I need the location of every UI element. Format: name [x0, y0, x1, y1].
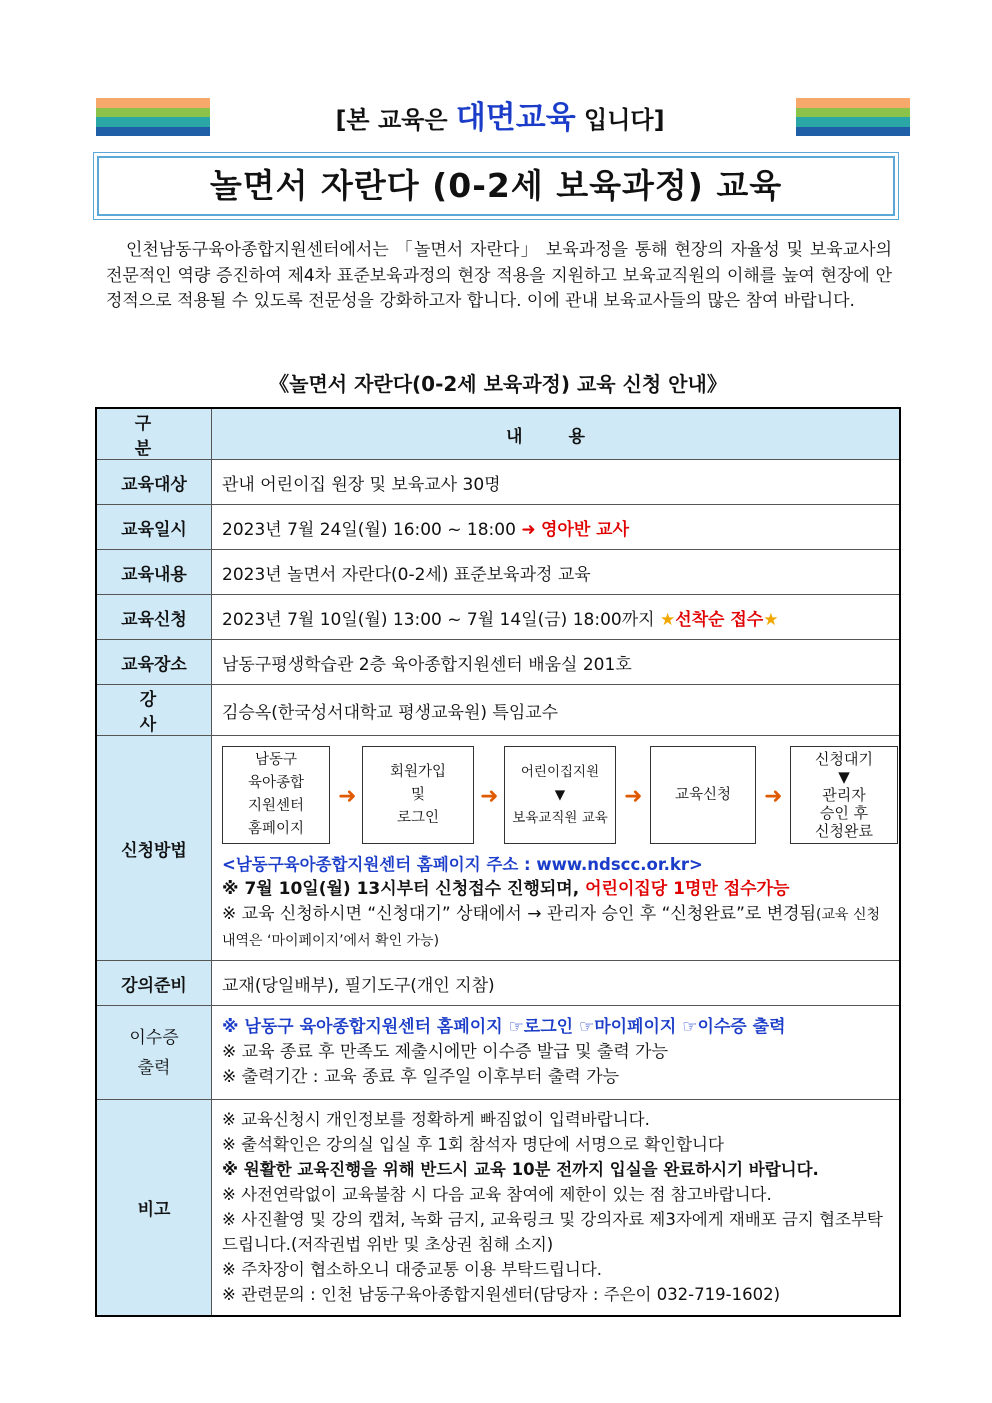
row-lecturer — [96, 685, 900, 736]
label-prep: 강의준비 — [96, 961, 212, 1006]
header-content: 내 용 — [212, 408, 901, 460]
arrow-icon: ➜ — [624, 784, 643, 809]
flow-step-signup: 회원가입 및 로그인 — [362, 746, 474, 844]
value-apply: 2023년 7월 10일(월) 13:00 ~ 7월 14일(금) 18:00까지 ★선착순 접수★ — [212, 595, 901, 640]
star-icon: ★ — [659, 609, 676, 630]
info-table — [95, 407, 901, 1317]
homepage-address: <남동구육아종합지원센터 홈페이지 주소 : www.ndscc.or.kr> — [222, 855, 703, 874]
flow-step-approval: 신청대기 ▼ 관리자 승인 후 신청완료 — [790, 746, 898, 844]
value-prep: 교재(당일배부), 필기도구(개인 지참) — [212, 961, 901, 1006]
section-subtitle: 《놀면서 자란다(0-2세 보육과정) 교육 신청 안내》 — [269, 372, 727, 396]
banner-highlight: 대면교육 — [455, 100, 576, 136]
label-remarks: 비고 — [96, 1100, 212, 1316]
row-certificate — [96, 1006, 900, 1100]
method-note-2: ※ 교육 신청하시면 “신청대기” 상태에서 → 관리자 승인 후 “신청완료”로 변경됨(교육 신청내역은 ‘마이페이지’에서 확인 가능) — [222, 904, 881, 949]
value-method — [212, 736, 901, 961]
page-title: 놀면서 자란다 (0-2세 보육과정) 교육 — [97, 156, 895, 216]
value-target: 관내 어린이집 원장 및 보육교사 30명 — [212, 460, 901, 505]
row-target — [96, 460, 900, 505]
label-certificate: 이수증 출력 — [96, 1006, 212, 1100]
datetime-note: 영아반 교사 — [540, 519, 630, 540]
value-remarks — [212, 1100, 901, 1316]
arrow-icon: ➜ — [338, 784, 357, 809]
value-certificate — [212, 1006, 901, 1100]
label-lecturer: 강 사 — [96, 685, 212, 736]
remark-item: ※ 관련문의 : 인천 남동구육아종합지원센터(담당자 : 주은이 032-719-1602) — [222, 1285, 781, 1305]
value-datetime: 2023년 7월 24일(월) 16:00 ~ 18:00 ➜ 영아반 교사 — [212, 505, 901, 550]
label-method: 신청방법 — [96, 736, 212, 961]
certificate-line-3: ※ 출력기간 : 교육 종료 후 일주일 이후부터 출력 가능 — [222, 1067, 620, 1087]
decorative-stripes-left — [96, 98, 210, 136]
label-apply: 교육신청 — [96, 595, 212, 640]
row-datetime — [96, 505, 900, 550]
remark-item: ※ 출석확인은 강의실 입실 후 1회 참석자 명단에 서명으로 확인합니다 — [222, 1135, 724, 1155]
remark-item: ※ 원활한 교육진행을 위해 반드시 교육 10분 전까지 입실을 완료하시기 바랍니다. — [222, 1160, 819, 1180]
remark-item: ※ 사진촬영 및 강의 캡쳐, 녹화 금지, 교육링크 및 강의자료 제3자에게 재배포 금지 협조부탁드립니다.(저작권법 위반 및 초상권 침해 소지) — [222, 1210, 883, 1255]
arrow-icon: ➜ — [521, 519, 536, 540]
row-apply — [96, 595, 900, 640]
title-box — [93, 152, 899, 220]
label-datetime: 교육일시 — [96, 505, 212, 550]
arrow-icon: ➜ — [764, 784, 783, 809]
label-target: 교육대상 — [96, 460, 212, 505]
method-note-1: ※ 7월 10일(월) 13시부터 신청접수 진행되며, 어린이집당 1명만 접수가능 — [222, 879, 790, 899]
row-prep — [96, 961, 900, 1006]
row-place — [96, 640, 900, 685]
intro-paragraph: 인천남동구육아종합지원센터에서는 「놀면서 자란다」 보육과정을 통해 현장의 자율성 및 보육교사의 전문적인 역량 증진하여 제4차 표준보육과정의 현장 적용을 지원하고 보육교직원의 이해를 높여 현장에 안정적으로 적용될 수 있도록 전문성을 강화하고자 합니다. 이에 관내 보육교사들의 많은 참여 바랍니다. — [106, 240, 892, 311]
certificate-line-2: ※ 교육 종료 후 만족도 제출시에만 이수증 발급 및 출력 가능 — [222, 1042, 668, 1062]
arrow-icon: ➜ — [480, 784, 499, 809]
row-content — [96, 550, 900, 595]
star-icon: ★ — [763, 609, 779, 630]
flow-step-homepage: 남동구 육아종합 지원센터 홈페이지 — [222, 746, 330, 844]
remark-item: ※ 사전연락없이 교육불참 시 다음 교육 참여에 제한이 있는 점 참고바랍니다. — [222, 1185, 772, 1205]
apply-note: 선착순 접수 — [675, 609, 764, 630]
application-flow — [222, 740, 889, 852]
value-place: 남동구평생학습관 2층 육아종합지원센터 배움실 201호 — [212, 640, 901, 685]
remark-item: ※ 주차장이 협소하오니 대중교통 이용 부탁드립니다. — [222, 1260, 603, 1280]
label-content: 교육내용 — [96, 550, 212, 595]
decorative-stripes-right — [796, 98, 910, 136]
row-remarks — [96, 1100, 900, 1316]
table-header-row — [96, 408, 900, 460]
value-content: 2023년 놀면서 자란다(0-2세) 표준보육과정 교육 — [212, 550, 901, 595]
certificate-line-1: ※ 남동구 육아종합지원센터 홈페이지 ☞로그인 ☞마이페이지 ☞이수증 출력 — [222, 1017, 786, 1037]
value-lecturer: 김승옥(한국성서대학교 평생교육원) 특임교수 — [212, 685, 901, 736]
header-category: 구 분 — [96, 408, 212, 460]
flow-step-daycare-support: 어린이집지원 ▼ 보육교직원 교육 — [504, 746, 616, 844]
remark-item: ※ 교육신청시 개인정보를 정확하게 빠짐없이 입력바랍니다. — [222, 1110, 650, 1130]
flow-step-apply: 교육신청 — [650, 746, 756, 844]
label-place: 교육장소 — [96, 640, 212, 685]
row-method — [96, 736, 900, 961]
face-to-face-banner: [본 교육은 대면교육 입니다] — [335, 100, 665, 136]
